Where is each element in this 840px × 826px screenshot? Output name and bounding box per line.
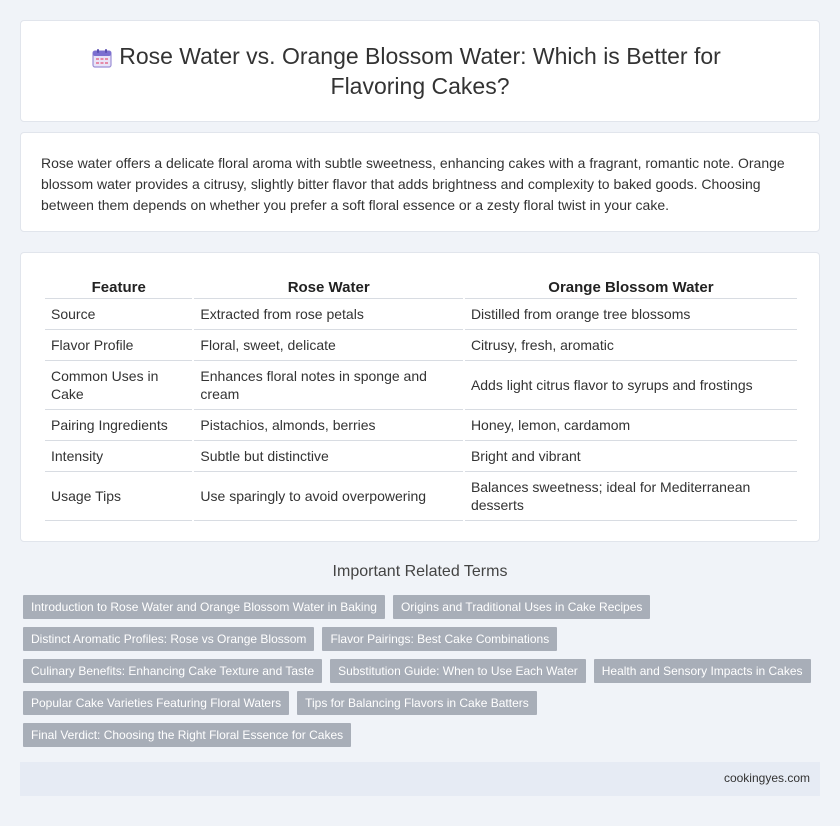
table-cell: Subtle but distinctive (194, 441, 463, 472)
table-row (45, 410, 797, 441)
table-cell: Balances sweetness; ideal for Mediterranean desserts (465, 472, 797, 521)
related-term-tag[interactable]: Substitution Guide: When to Use Each Water (330, 659, 586, 683)
table-cell: Pairing Ingredients (45, 410, 192, 441)
related-term-tag[interactable]: Culinary Benefits: Enhancing Cake Texture and Taste (23, 659, 322, 683)
related-term-tag[interactable]: Popular Cake Varieties Featuring Floral Waters (23, 691, 289, 715)
table-cell: Enhances floral notes in sponge and cream (194, 361, 463, 410)
table-row (45, 441, 797, 472)
related-term-tag[interactable]: Flavor Pairings: Best Cake Combinations (322, 627, 557, 651)
table-cell: Flavor Profile (45, 330, 192, 361)
comparison-table-card (20, 252, 820, 542)
related-terms-heading: Important Related Terms (332, 563, 508, 580)
footer-site-name[interactable]: cookingyes.com (723, 771, 810, 785)
table-cell: Citrusy, fresh, aromatic (465, 330, 797, 361)
column-header: Feature (45, 275, 192, 299)
intro-paragraph: Rose water offers a delicate floral aroma with subtle sweetness, enhancing cakes with a fragrant, romantic note. Orange blossom water provides a citrusy, slightly bitter flavor that adds brightness and complexity to baked goods. Choosing between them depends on whether you prefer a soft floral essence or a zesty floral twist in your cake. (41, 155, 785, 213)
table-cell: Common Uses in Cake (45, 361, 192, 410)
table-cell: Extracted from rose petals (194, 299, 463, 330)
table-cell: Use sparingly to avoid overpowering (194, 472, 463, 521)
table-row (45, 472, 797, 521)
table-cell: Honey, lemon, cardamom (465, 410, 797, 441)
column-header: Rose Water (194, 275, 463, 299)
table-cell: Source (45, 299, 192, 330)
comparison-table (43, 275, 799, 521)
related-term-tag[interactable]: Introduction to Rose Water and Orange Blossom Water in Baking (23, 595, 385, 619)
related-terms-list (23, 595, 823, 755)
table-cell: Adds light citrus flavor to syrups and frostings (465, 361, 797, 410)
column-header: Orange Blossom Water (465, 275, 797, 299)
footer (20, 762, 820, 796)
related-term-tag[interactable]: Health and Sensory Impacts in Cakes (594, 659, 811, 683)
table-cell: Distilled from orange tree blossoms (465, 299, 797, 330)
table-row (45, 299, 797, 330)
related-term-tag[interactable]: Origins and Traditional Uses in Cake Recipes (393, 595, 650, 619)
related-term-tag[interactable]: Tips for Balancing Flavors in Cake Batters (297, 691, 537, 715)
table-row (45, 330, 797, 361)
table-cell: Pistachios, almonds, berries (194, 410, 463, 441)
related-term-tag[interactable]: Distinct Aromatic Profiles: Rose vs Orange Blossom (23, 627, 314, 651)
table-header-row (45, 275, 797, 299)
table-cell: Intensity (45, 441, 192, 472)
table-cell: Usage Tips (45, 472, 192, 521)
table-cell: Floral, sweet, delicate (194, 330, 463, 361)
table-cell: Bright and vibrant (465, 441, 797, 472)
intro-card (20, 132, 820, 232)
related-term-tag[interactable]: Final Verdict: Choosing the Right Floral Essence for Cakes (23, 723, 351, 747)
table-row (45, 361, 797, 410)
title-card (20, 20, 820, 122)
page-title: Rose Water vs. Orange Blossom Water: Which is Better for Flavoring Cakes? (119, 43, 721, 99)
